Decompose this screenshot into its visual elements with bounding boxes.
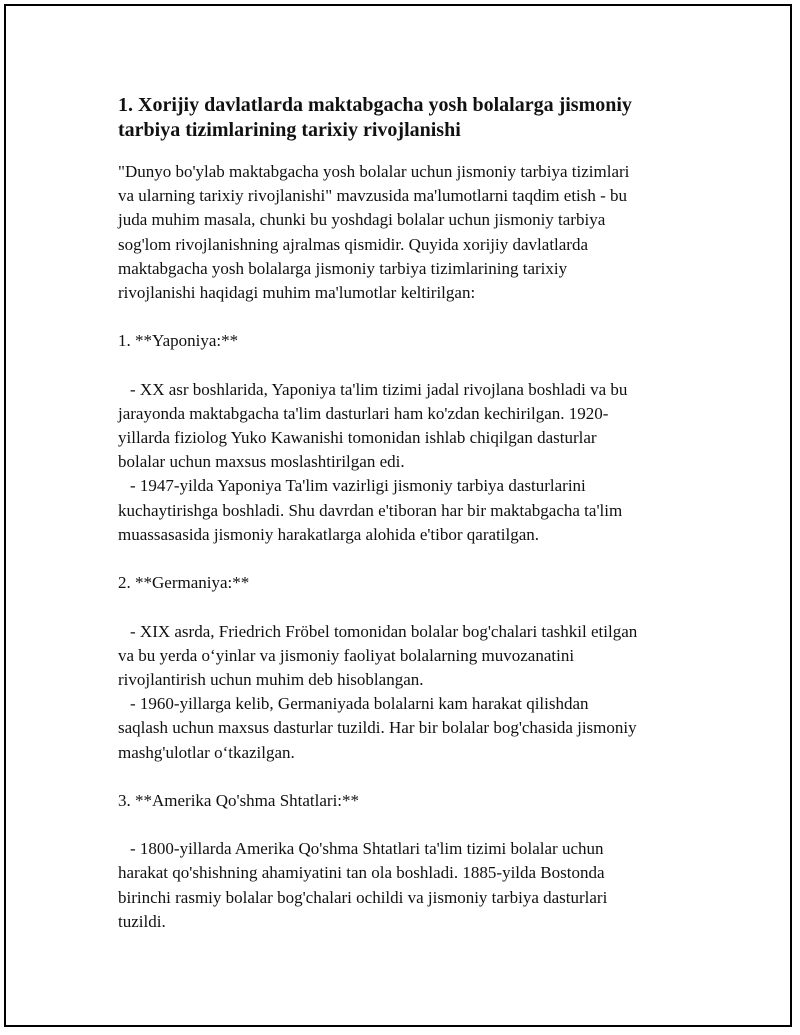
section-title: 2. **Germaniya:** (118, 573, 250, 593)
item-line: - 1960-yillarga kelib, Germaniyada bolalarni kam harakat qilishdan (130, 694, 589, 714)
intro-line: maktabgacha yosh bolalarga jismoniy tarbiya tizimlarining tarixiy (118, 258, 568, 278)
item-line: tuzildi. (118, 911, 166, 931)
blank-line (118, 305, 637, 329)
intro-line: "Dunyo bo'ylab maktabgacha yosh bolalar uchun jismoniy tarbiya tizimlari (118, 162, 630, 181)
list-item (118, 692, 637, 765)
section-usa (118, 789, 637, 934)
list-item (118, 837, 637, 934)
item-line: - XX asr boshlarida, Yaponiya ta'lim tizimi jadal rivojlana boshladi va bu (130, 379, 628, 399)
list-item (118, 378, 637, 475)
blank-line (118, 813, 637, 837)
intro-line: rivojlanishi haqidagi muhim ma'lumotlar keltirilgan: (118, 282, 476, 302)
item-line: - 1800-yillarda Amerika Qo'shma Shtatlari ta'lim tizimi bolalar uchun (130, 839, 604, 859)
section-germany (118, 571, 637, 765)
item-line: - XIX asrda, Friedrich Fröbel tomonidan bolalar bog'chalari tashkil etilgan (130, 621, 638, 641)
intro-line: juda muhim masala, chunki bu yoshdagi bolalar uchun jismoniy tarbiya (118, 210, 606, 230)
heading-line: tarbiya tizimlarining tarixiy rivojlanishi (118, 119, 461, 141)
blank-line (118, 354, 637, 378)
blank-line (118, 595, 637, 619)
item-line: saqlash uchun maxsus dasturlar tuzildi. Har bir bolalar bog'chasida jismoniy (118, 718, 637, 738)
item-line: - 1947-yilda Yaponiya Ta'lim vazirligi jismoniy tarbiya dasturlarini (130, 476, 586, 496)
intro-line: va ularning tarixiy rivojlanishi" mavzusida ma'lumotlarni taqdim etish - bu (118, 186, 628, 206)
item-line: harakat qo'shishning ahamiyatini tan ola boshladi. 1885-yilda Bostonda (118, 863, 605, 883)
item-line: mashg'ulotlar o‘tkazilgan. (118, 742, 295, 762)
item-line: rivojlantirish uchun muhim deb hisoblangan. (118, 669, 424, 689)
item-line: yillarda fiziolog Yuko Kawanishi tomonidan ishlab chiqilgan dasturlar (118, 428, 597, 448)
list-item (118, 474, 637, 547)
intro-paragraph (118, 160, 637, 305)
item-line: jarayonda maktabgacha ta'lim dasturlari ham ko'zdan kechirilgan. 1920- (118, 403, 609, 423)
list-item (118, 620, 637, 693)
document-body (118, 160, 637, 934)
item-line: kuchaytirishga boshladi. Shu davrdan e'tiboran har bir maktabgacha ta'lim (118, 500, 623, 520)
section-japan (118, 329, 637, 547)
item-line: bolalar uchun maxsus moslashtirilgan edi. (118, 452, 405, 472)
item-line: birinchi rasmiy bolalar bog'chalari ochildi va jismoniy tarbiya dasturlari (118, 887, 608, 907)
item-line: va bu yerda o‘yinlar va jismoniy faoliyat bolalarning muvozanatini (118, 645, 575, 665)
intro-line: sog'lom rivojlanishning ajralmas qismidir. Quyida xorijiy davlatlarda (118, 234, 589, 254)
section-title: 1. **Yaponiya:** (118, 331, 239, 351)
document-heading (118, 93, 632, 143)
heading-line: 1. Xorijiy davlatlarda maktabgacha yosh bolalarga jismoniy (118, 94, 632, 116)
blank-line (118, 765, 637, 789)
section-title: 3. **Amerika Qo'shma Shtatlari:** (118, 790, 360, 810)
blank-line (118, 547, 637, 571)
item-line: muassasasida jismoniy harakatlarga alohida e'tibor qaratilgan. (118, 524, 540, 544)
